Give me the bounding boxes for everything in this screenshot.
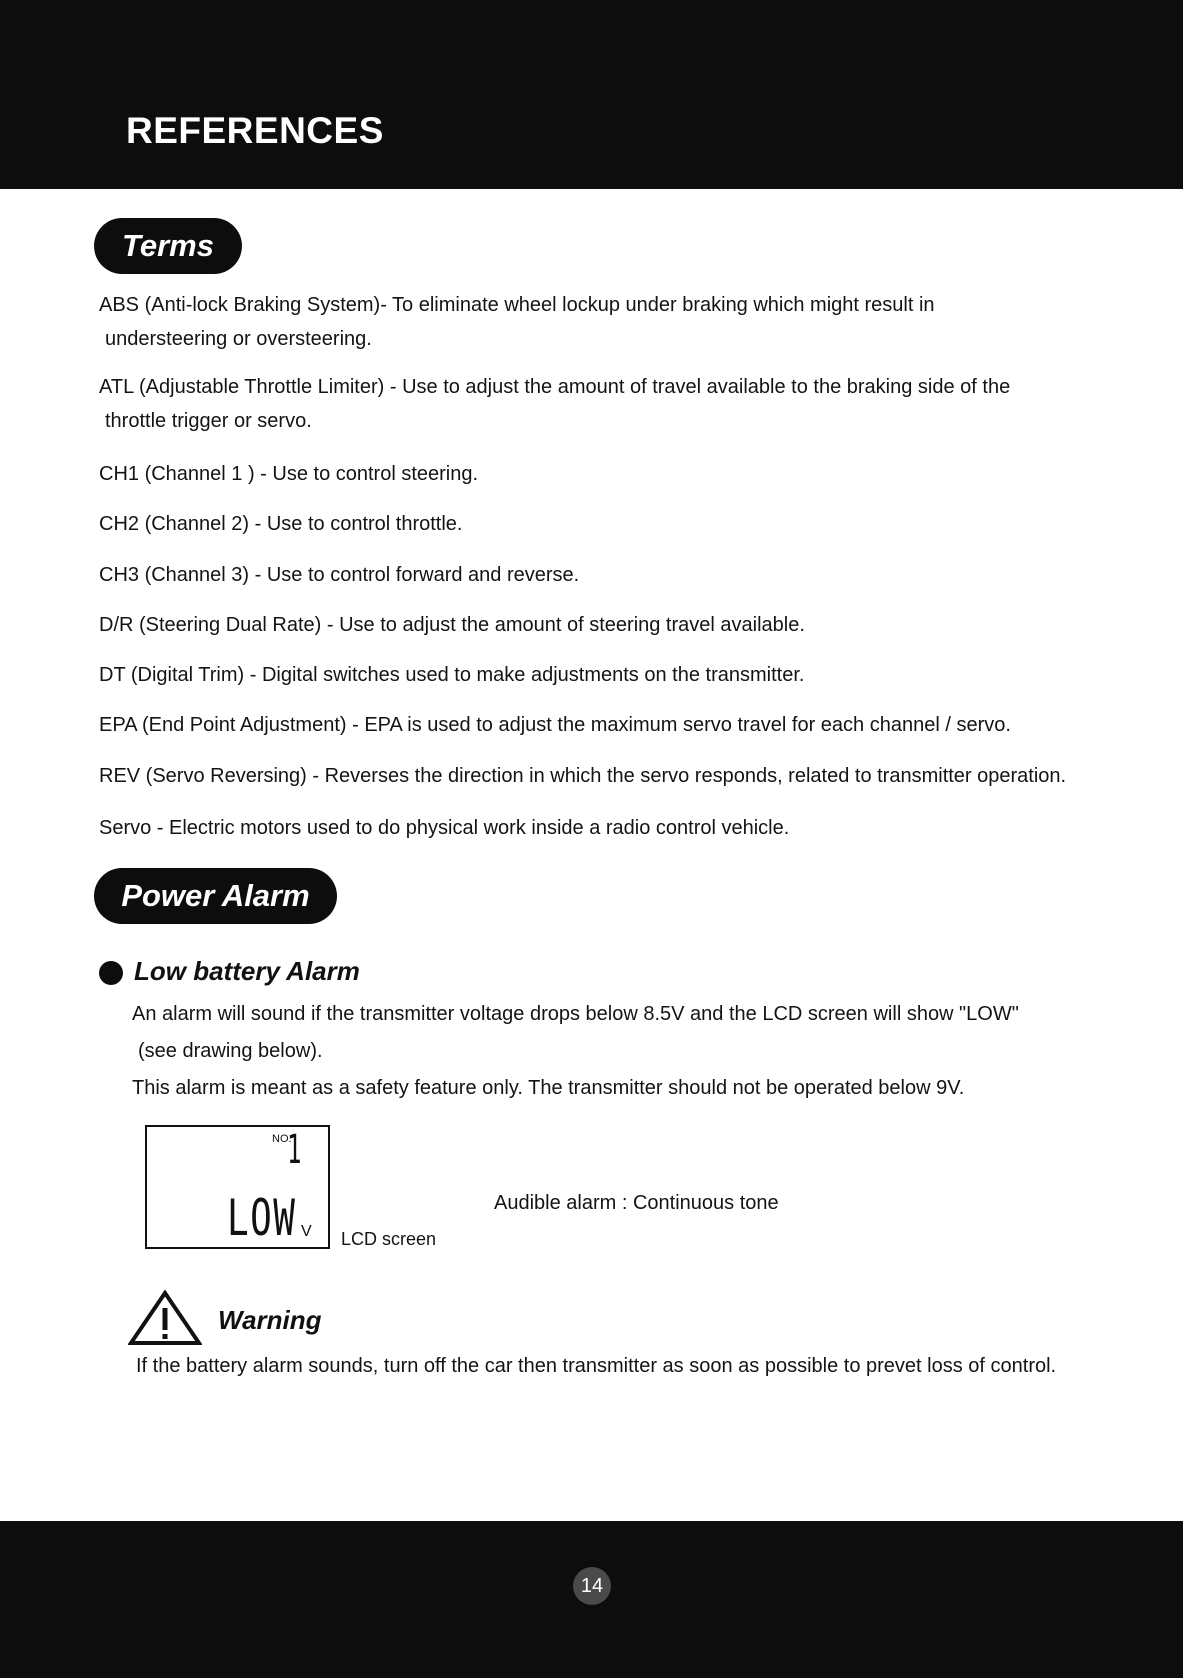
term-servo: Servo - Electric motors used to do physical work inside a radio control vehicle. xyxy=(99,817,790,839)
lcd-caption: LCD screen xyxy=(341,1229,437,1249)
term-atl-line1: ATL (Adjustable Throttle Limiter) - Use to adjust the amount of travel available to the braking side of the xyxy=(99,376,1011,398)
term-ch2: CH2 (Channel 2) - Use to control throttle. xyxy=(99,513,463,535)
term-ch1: CH1 (Channel 1 ) - Use to control steering. xyxy=(99,463,479,485)
term-dr: D/R (Steering Dual Rate) - Use to adjust the amount of steering travel available. xyxy=(99,614,805,636)
alarm-paragraph-line3: This alarm is meant as a safety feature only. The transmitter should not be operated below 9V. xyxy=(132,1077,965,1099)
term-atl xyxy=(99,370,1010,438)
lcd-unit: V xyxy=(301,1223,312,1240)
warning-title: Warning xyxy=(218,1305,322,1335)
term-epa: EPA (End Point Adjustment) - EPA is used to adjust the maximum servo travel for each channel / servo. xyxy=(99,714,1011,736)
page-number: 14 xyxy=(573,1567,611,1605)
bullet-icon xyxy=(99,961,123,985)
low-battery-alarm-title: Low battery Alarm xyxy=(134,956,360,986)
power-alarm-section-title: Power Alarm xyxy=(94,868,337,924)
alarm-paragraph-line1: An alarm will sound if the transmitter voltage drops below 8.5V and the LCD screen will show "LOW" xyxy=(132,1003,1019,1025)
term-ch3: CH3 (Channel 3) - Use to control forward and reverse. xyxy=(99,564,580,586)
term-abs-line2: understeering or oversteering. xyxy=(105,328,372,350)
audible-alarm-text: Audible alarm : Continuous tone xyxy=(494,1192,779,1214)
terms-section-title: Terms xyxy=(94,218,242,274)
lcd-no-label: NO. xyxy=(272,1133,292,1145)
lcd-number: 1 xyxy=(287,1127,302,1173)
term-atl-line2: throttle trigger or servo. xyxy=(105,410,312,432)
warning-text: If the battery alarm sounds, turn off the car then transmitter as soon as possible to prevet loss of control. xyxy=(136,1355,1057,1377)
term-abs xyxy=(99,288,935,356)
lcd-low-display: LOW xyxy=(227,1189,297,1247)
term-dt: DT (Digital Trim) - Digital switches used to make adjustments on the transmitter. xyxy=(99,664,805,686)
page-title: REFERENCES xyxy=(126,110,384,151)
term-rev: REV (Servo Reversing) - Reverses the direction in which the servo responds, related to transmitter operation. xyxy=(99,765,1067,787)
lcd-screen-drawing xyxy=(145,1125,330,1249)
warning-triangle-icon xyxy=(128,1290,202,1346)
alarm-paragraph-line2: (see drawing below). xyxy=(138,1040,323,1062)
page-header xyxy=(0,0,1183,189)
term-abs-line1: ABS (Anti-lock Braking System)- To eliminate wheel lockup under braking which might result in xyxy=(99,294,935,316)
